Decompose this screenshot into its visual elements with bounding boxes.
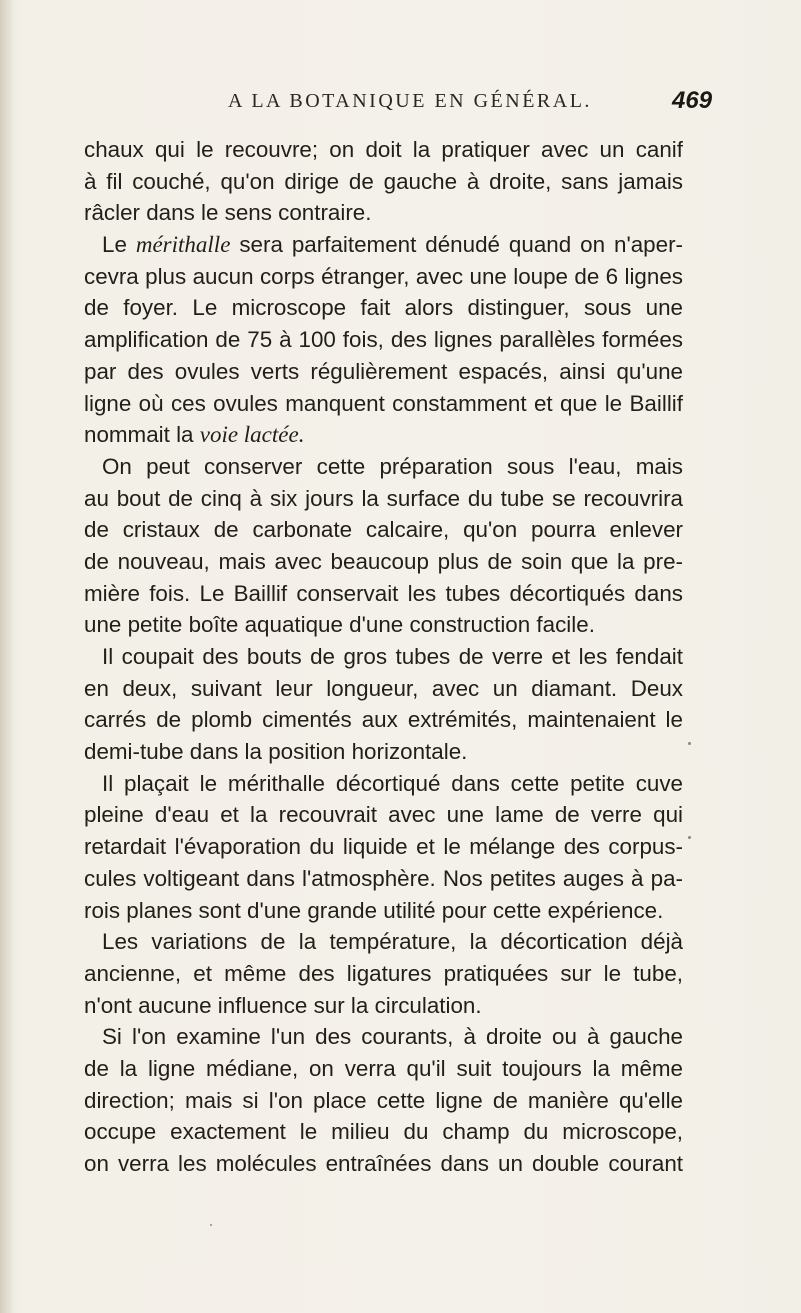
text-line [84,831,683,863]
text-line [84,736,683,768]
line-text: sera parfaitement dénudé quand on n'aper- [230,232,683,258]
text-line [84,1021,683,1053]
line-text: de foyer. Le microscope fait alors distinguer, sous une [84,295,683,321]
text-line [84,546,683,578]
line-text: Si l'on examine l'un des courants, à droite ou à gauche [102,1024,683,1050]
text-line [84,388,683,420]
line-text: chaux qui le recouvre; on doit la pratiquer avec un canif [84,137,683,162]
text-line [84,324,683,356]
text-line [84,704,683,736]
text-line [84,514,683,546]
text-line [84,1148,683,1180]
line-text: au bout de cinq à six jours la surface du tube se recouvrira [84,485,683,511]
line-text: râcler dans le sens contraire. [84,200,372,226]
line-text: on verra les molécules entraînées dans un double courant [84,1151,683,1176]
text-line [84,1085,683,1117]
line-text: de la ligne médiane, on verra qu'il suit toujours la même [84,1055,683,1081]
line-text: On peut conserver cette préparation sous l'eau, mais [102,453,683,479]
line-text: ancienne, et même des ligatures pratiquées sur le tube, [84,960,683,986]
text-line [84,451,683,483]
text-line [84,261,683,293]
italic-term: mérithalle [135,232,231,258]
line-text: direction; mais si l'on place cette ligne de manière qu'elle [84,1087,683,1113]
line-text: cevra plus aucun corps étranger, avec une loupe de 6 lignes [84,263,683,289]
text-line [84,419,683,451]
line-text: de nouveau, mais avec beaucoup plus de soin que la pre- [84,548,683,574]
text-line [84,990,683,1022]
line-text: pleine d'eau et la recouvrait avec une lame de verre qui [84,802,683,828]
line-text: demi-tube dans la position horizontale. [84,739,468,765]
text-line [84,292,683,324]
line-text: occupe exactement le milieu du champ du microscope, [84,1119,683,1145]
line-text: une petite boîte aquatique d'une construction facile. [84,612,595,638]
text-line [84,134,683,166]
line-text: de cristaux de carbonate calcaire, qu'on pourra enlever [84,517,683,543]
text-line [84,895,683,927]
line-text: amplification de 75 à 100 fois, des lignes parallèles formées [84,327,683,353]
line-text: ligne où ces ovules manquent constamment et que le Baillif [84,390,683,416]
line-text: rois planes sont d'une grande utilité pour cette expérience. [84,897,664,923]
line-text: retardait l'évaporation du liquide et le mélange des corpus- [84,834,683,860]
text-line [84,229,683,261]
text-line [84,1116,683,1148]
page-number: 469 [672,87,713,114]
text-line [84,958,683,990]
line-text: Le [102,232,136,258]
line-text: par des ovules verts régulièrement espacés, ainsi qu'une [84,358,683,384]
line-text: mière fois. Le Baillif conservait les tubes décortiqués dans [84,580,683,606]
line-text: n'ont aucune influence sur la circulation. [84,992,482,1018]
line-text: Il coupait des bouts de gros tubes de verre et les fendait [102,644,683,669]
line-text: cules voltigeant dans l'atmosphère. Nos petites auges à pa- [84,865,683,891]
text-line [84,863,683,895]
text-line [84,609,683,641]
line-text: carrés de plomb cimentés aux extrémités, maintenaient le [84,707,683,733]
text-line [84,483,683,515]
page-header [0,87,801,120]
text-line [84,799,683,831]
text-line [84,197,683,229]
text-line [84,1053,683,1085]
text-line [84,768,683,800]
text-line [84,356,683,388]
line-text: Il plaçait le mérithalle décortiqué dans cette petite cuve [102,770,683,796]
print-speck [688,836,691,839]
text-line [84,641,683,673]
print-speck [688,742,691,745]
text-line [84,926,683,958]
text-line [84,578,683,610]
line-text: Les variations de la température, la décortication déjà [102,929,683,955]
italic-term: voie lactée. [199,422,305,448]
body-text [84,134,683,1180]
line-text: nommait la [84,422,200,448]
text-line [84,673,683,705]
print-speck [210,1224,212,1226]
line-text: en deux, suivant leur longueur, avec un diamant. Deux [84,675,683,701]
page-binding-shadow [0,0,14,1313]
line-text: à fil couché, qu'on dirige de gauche à droite, sans jamais [84,168,683,194]
text-line [84,166,683,198]
running-head: A LA BOTANIQUE EN GÉNÉRAL. [228,90,592,112]
